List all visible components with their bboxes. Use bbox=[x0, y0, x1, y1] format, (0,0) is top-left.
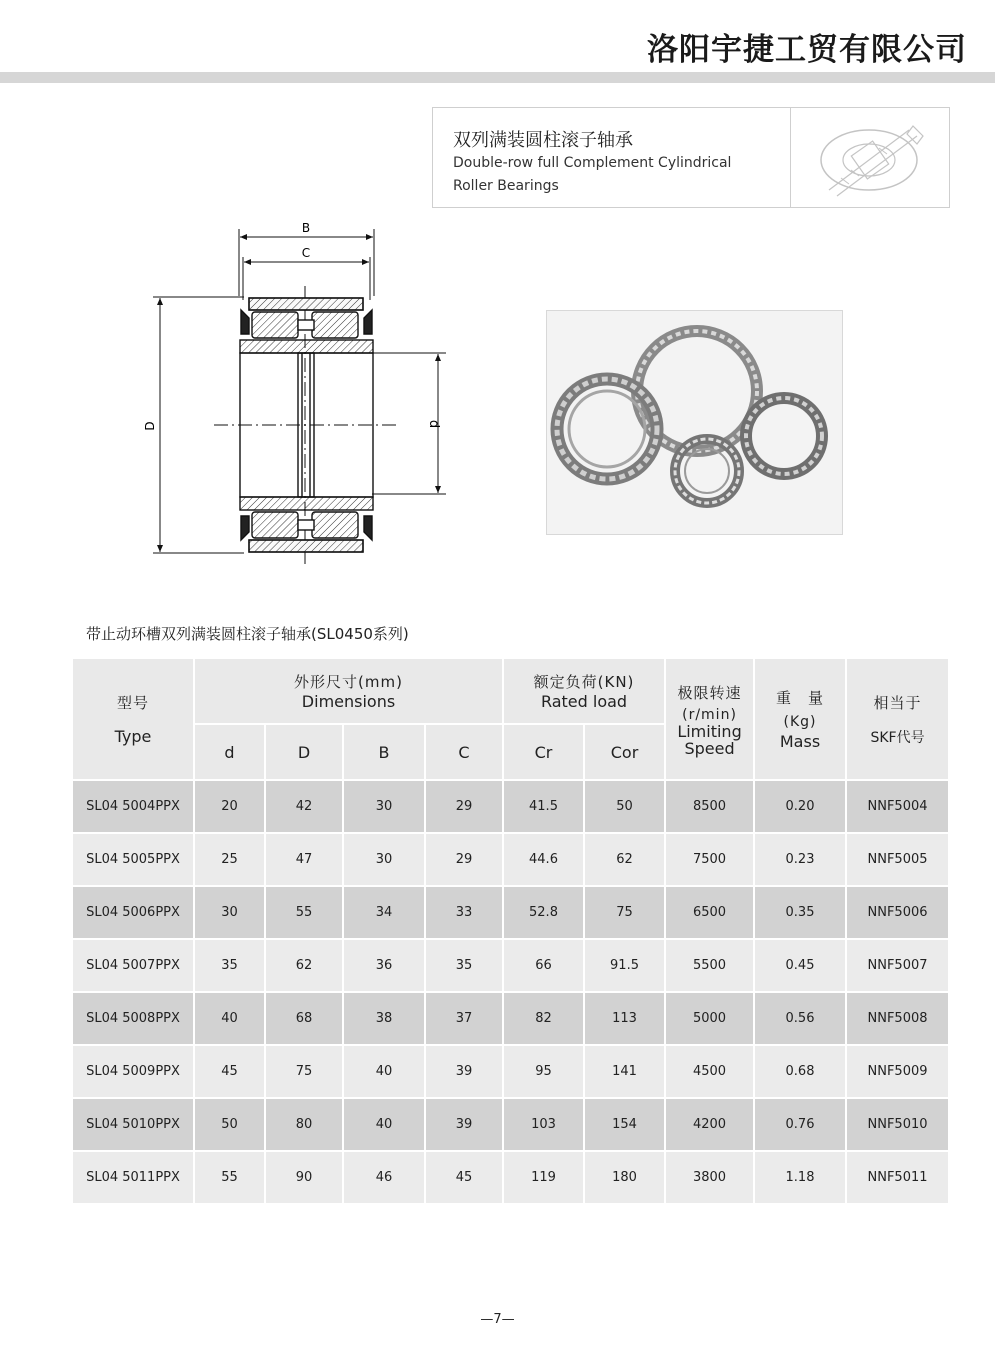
cell-speed: 4500 bbox=[665, 1045, 754, 1098]
dimension-lines bbox=[153, 229, 446, 566]
cell-d: 35 bbox=[194, 939, 265, 992]
cell-Cr: 41.5 bbox=[503, 780, 584, 833]
cell-model: SL04 5005PPX bbox=[72, 833, 194, 886]
cell-B: 40 bbox=[343, 1098, 425, 1151]
header-rated-load bbox=[503, 658, 665, 724]
bearing-photo bbox=[546, 310, 843, 535]
cell-D: 62 bbox=[265, 939, 343, 992]
header-type-en: Type bbox=[114, 727, 152, 746]
cell-C: 39 bbox=[425, 1098, 503, 1151]
header-D: D bbox=[265, 724, 343, 780]
cell-C: 35 bbox=[425, 939, 503, 992]
product-title-cn: 双列满装圆柱滚子轴承 bbox=[453, 130, 633, 151]
cell-Cor: 141 bbox=[584, 1045, 665, 1098]
cell-speed: 3800 bbox=[665, 1151, 754, 1204]
cell-skf: NNF5007 bbox=[846, 939, 949, 992]
cell-d: 20 bbox=[194, 780, 265, 833]
header-mass-unit: (Kg) bbox=[783, 714, 817, 730]
header-dimensions-cn: 外形尺寸(mm) bbox=[294, 673, 403, 691]
cell-mass: 0.56 bbox=[754, 992, 846, 1045]
header-skf bbox=[846, 658, 949, 780]
header-limiting-speed bbox=[665, 658, 754, 780]
header-speed-unit: (r/min) bbox=[682, 706, 737, 723]
cell-B: 40 bbox=[343, 1045, 425, 1098]
cell-Cor: 113 bbox=[584, 992, 665, 1045]
cell-C: 39 bbox=[425, 1045, 503, 1098]
cell-model: SL04 5009PPX bbox=[72, 1045, 194, 1098]
table-body bbox=[72, 780, 949, 1204]
cell-C: 33 bbox=[425, 886, 503, 939]
cell-Cr: 44.6 bbox=[503, 833, 584, 886]
cell-model: SL04 5010PPX bbox=[72, 1098, 194, 1151]
header-load-cn: 额定负荷(KN) bbox=[533, 673, 635, 691]
header-load-en: Rated load bbox=[540, 692, 628, 711]
header-Cor: Cor bbox=[584, 724, 665, 780]
header-mass bbox=[754, 658, 846, 780]
cell-mass: 0.35 bbox=[754, 886, 846, 939]
cell-B: 38 bbox=[343, 992, 425, 1045]
cell-mass: 0.20 bbox=[754, 780, 846, 833]
header-Cr: Cr bbox=[503, 724, 584, 780]
cell-model: SL04 5011PPX bbox=[72, 1151, 194, 1204]
cell-Cor: 91.5 bbox=[584, 939, 665, 992]
table-row bbox=[72, 886, 949, 939]
table-row bbox=[72, 1098, 949, 1151]
cell-d: 50 bbox=[194, 1098, 265, 1151]
company-name: 洛阳宇捷工贸有限公司 bbox=[647, 32, 967, 68]
cell-B: 30 bbox=[343, 780, 425, 833]
cell-speed: 6500 bbox=[665, 886, 754, 939]
page-number: —7— bbox=[480, 1312, 515, 1327]
cell-C: 29 bbox=[425, 780, 503, 833]
bearing-cross-section-drawing bbox=[130, 218, 450, 578]
product-title-en-line1: Double-row full Complement Cylindrical bbox=[453, 155, 732, 171]
cell-D: 75 bbox=[265, 1045, 343, 1098]
cell-skf: NNF5010 bbox=[846, 1098, 949, 1151]
cell-Cr: 103 bbox=[503, 1098, 584, 1151]
header-speed-en1: Limiting bbox=[677, 721, 742, 741]
cell-model: SL04 5004PPX bbox=[72, 780, 194, 833]
cell-Cr: 52.8 bbox=[503, 886, 584, 939]
cell-Cr: 82 bbox=[503, 992, 584, 1045]
cell-speed: 5500 bbox=[665, 939, 754, 992]
cell-mass: 0.68 bbox=[754, 1045, 846, 1098]
header-dimensions-en: Dimensions bbox=[301, 692, 396, 711]
cell-Cor: 50 bbox=[584, 780, 665, 833]
cell-speed: 7500 bbox=[665, 833, 754, 886]
cell-d: 55 bbox=[194, 1151, 265, 1204]
dimension-label-D: D bbox=[143, 421, 157, 431]
cell-B: 34 bbox=[343, 886, 425, 939]
cell-model: SL04 5007PPX bbox=[72, 939, 194, 992]
cell-Cr: 95 bbox=[503, 1045, 584, 1098]
title-box-divider bbox=[790, 108, 791, 207]
dimension-label-C: C bbox=[301, 246, 311, 260]
dimension-label-B: B bbox=[301, 221, 311, 235]
cell-Cor: 62 bbox=[584, 833, 665, 886]
header-bar bbox=[0, 72, 995, 83]
cell-D: 42 bbox=[265, 780, 343, 833]
table-row bbox=[72, 1045, 949, 1098]
header-skf-en: SKF代号 bbox=[870, 729, 925, 746]
header-mass-en: Mass bbox=[779, 732, 821, 751]
bearing-spec-table bbox=[71, 657, 950, 1205]
table-row bbox=[72, 833, 949, 886]
dimension-label-d: d bbox=[426, 419, 441, 429]
bearing-sketch-icon bbox=[801, 114, 941, 202]
table-row bbox=[72, 780, 949, 833]
table-row bbox=[72, 1151, 949, 1204]
cell-B: 36 bbox=[343, 939, 425, 992]
cell-D: 80 bbox=[265, 1098, 343, 1151]
cell-skf: NNF5005 bbox=[846, 833, 949, 886]
header-dimensions bbox=[194, 658, 503, 724]
cell-skf: NNF5011 bbox=[846, 1151, 949, 1204]
cell-speed: 8500 bbox=[665, 780, 754, 833]
cell-skf: NNF5009 bbox=[846, 1045, 949, 1098]
cell-D: 68 bbox=[265, 992, 343, 1045]
header-speed-cn: 极限转速 bbox=[677, 683, 742, 702]
cell-D: 55 bbox=[265, 886, 343, 939]
cell-d: 25 bbox=[194, 833, 265, 886]
table-row bbox=[72, 939, 949, 992]
cell-D: 47 bbox=[265, 833, 343, 886]
cell-skf: NNF5004 bbox=[846, 780, 949, 833]
cell-C: 29 bbox=[425, 833, 503, 886]
header-mass-cn: 重 量 bbox=[776, 689, 825, 707]
cell-mass: 0.23 bbox=[754, 833, 846, 886]
cell-d: 30 bbox=[194, 886, 265, 939]
cell-D: 90 bbox=[265, 1151, 343, 1204]
cell-d: 45 bbox=[194, 1045, 265, 1098]
cell-model: SL04 5008PPX bbox=[72, 992, 194, 1045]
cell-C: 37 bbox=[425, 992, 503, 1045]
cell-skf: NNF5006 bbox=[846, 886, 949, 939]
cell-Cr: 66 bbox=[503, 939, 584, 992]
product-title-box bbox=[432, 107, 950, 208]
cell-model: SL04 5006PPX bbox=[72, 886, 194, 939]
cell-Cor: 180 bbox=[584, 1151, 665, 1204]
cell-speed: 4200 bbox=[665, 1098, 754, 1151]
header-type-cn: 型号 bbox=[116, 694, 149, 712]
cell-mass: 0.45 bbox=[754, 939, 846, 992]
header-type bbox=[72, 658, 194, 780]
header-speed-en2: Speed bbox=[684, 738, 735, 758]
cell-C: 45 bbox=[425, 1151, 503, 1204]
table-row bbox=[72, 992, 949, 1045]
cell-Cor: 154 bbox=[584, 1098, 665, 1151]
cell-d: 40 bbox=[194, 992, 265, 1045]
cell-Cr: 119 bbox=[503, 1151, 584, 1204]
header-d: d bbox=[194, 724, 265, 780]
cell-Cor: 75 bbox=[584, 886, 665, 939]
cell-mass: 0.76 bbox=[754, 1098, 846, 1151]
cell-B: 30 bbox=[343, 833, 425, 886]
cell-skf: NNF5008 bbox=[846, 992, 949, 1045]
product-title-en-line2: Roller Bearings bbox=[453, 178, 559, 194]
cell-mass: 1.18 bbox=[754, 1151, 846, 1204]
header-skf-cn: 相当于 bbox=[873, 693, 922, 712]
header-C: C bbox=[425, 724, 503, 780]
cell-B: 46 bbox=[343, 1151, 425, 1204]
cell-speed: 5000 bbox=[665, 992, 754, 1045]
table-title: 带止动环槽双列满装圆柱滚子轴承(SL0450系列) bbox=[86, 625, 409, 643]
header-B: B bbox=[343, 724, 425, 780]
